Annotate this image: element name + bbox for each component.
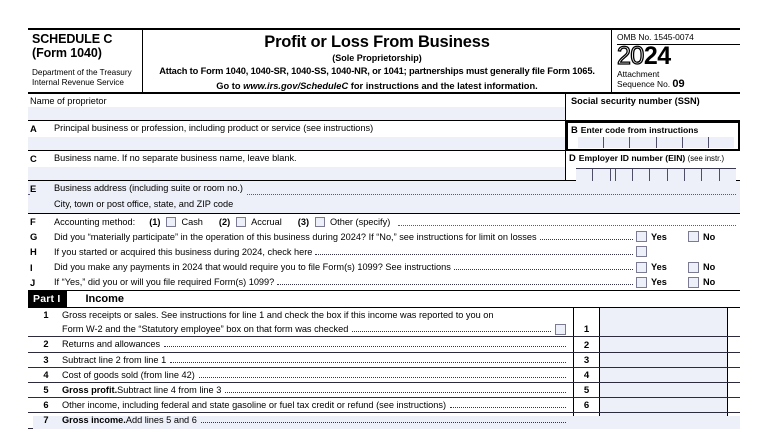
form-main-title: Profit or Loss From Business: [264, 33, 490, 51]
schedule-title: [32, 33, 138, 60]
row-a-b: [28, 121, 740, 151]
line-j-letter: J: [30, 276, 36, 288]
attach-instruction: Attach to Form 1040, 1040-SR, 1040-SS, 1040-NR, or 1041; partnerships must generally file Form 1065.: [159, 66, 595, 76]
income-rows: [28, 308, 740, 429]
attachment-sequence: [617, 79, 740, 89]
line-h-check-option[interactable]: [636, 246, 688, 257]
income-row-number-left: 5: [43, 384, 49, 395]
checkbox-i-yes[interactable]: [636, 262, 647, 273]
income-row-description: [28, 413, 573, 427]
income-line-label: Subtract line 2 from line 1: [62, 354, 167, 365]
proprietor-row: [28, 94, 740, 121]
code-digit-4[interactable]: [656, 137, 682, 148]
income-right-margin: [728, 337, 740, 351]
line-d-label: Employer ID number (EIN): [578, 153, 686, 163]
income-row-text: [62, 413, 573, 427]
income-amount-input[interactable]: [600, 398, 728, 412]
income-leader-dots: [201, 415, 566, 425]
line-j-no-option[interactable]: [688, 277, 740, 288]
attachment-label: Attachment: [617, 69, 660, 79]
income-row-description: [28, 398, 573, 412]
income-amount-input[interactable]: [600, 383, 728, 397]
income-leader-dots: [170, 355, 566, 365]
income-text-line: [62, 383, 570, 397]
department-line1: Department of the Treasury: [32, 68, 132, 77]
income-leader-dots: [164, 339, 566, 349]
income-line-label: Gross receipts or sales. See instructions for line 1 and check the box if this income was reported to you on: [62, 309, 494, 320]
income-row-text: [62, 308, 573, 336]
ein-digit-3[interactable]: [615, 169, 632, 181]
income-right-margin: [728, 308, 740, 336]
income-text-line: [62, 322, 570, 336]
option-2-label: Accrual: [251, 216, 282, 227]
form-header: [28, 28, 740, 94]
row-f-accounting-method: [28, 214, 740, 229]
income-row-text: [62, 353, 573, 367]
line-i-label: Did you make any payments in 2024 that would require you to file Form(s) 1099? See instructions: [54, 262, 451, 273]
proprietor-name-label: Name of proprietor: [30, 96, 107, 106]
row-g-material-participation: [28, 229, 740, 244]
ein-digit-6[interactable]: [667, 169, 684, 181]
option-2-number: (2): [218, 216, 231, 227]
checkbox-i-no[interactable]: [688, 262, 699, 273]
principal-business-input[interactable]: [28, 137, 565, 150]
row-e-address: [28, 181, 740, 214]
line-i-leader: [454, 262, 633, 272]
questions-block: [28, 214, 740, 291]
income-line-label: Returns and allowances: [62, 339, 161, 350]
accounting-other-input[interactable]: [398, 217, 740, 227]
schedule-c-sheet: [28, 28, 740, 429]
line-g-no-option[interactable]: [688, 231, 740, 242]
income-row-text: [62, 368, 573, 382]
line-j-no-label: No: [703, 277, 716, 288]
income-line-label: Add lines 5 and 6: [125, 415, 197, 426]
omb-number: OMB No. 1545-0074: [617, 32, 740, 45]
option-3-number: (3): [297, 216, 310, 227]
business-code-cell: [566, 121, 740, 150]
line-e-label-wrap: [30, 181, 247, 196]
income-line-label: Form W-2 and the “Statutory employee” box on that form was checked: [62, 324, 349, 335]
line-j-yes-label: Yes: [651, 277, 667, 288]
part-1-title: Income: [85, 292, 124, 305]
table-row: [28, 368, 740, 383]
line-a-label-wrap: [28, 121, 565, 134]
code-digit-5[interactable]: [682, 137, 708, 148]
code-digit-2[interactable]: [603, 137, 629, 148]
line-d-letter: D: [569, 152, 576, 163]
income-row-number-cell: 5: [573, 383, 600, 397]
code-digit-3[interactable]: [629, 137, 655, 148]
line-e-label: Business address (including suite or room no.): [54, 183, 243, 193]
part-1-header: [28, 291, 740, 308]
income-bold-prefix: Gross profit.: [62, 384, 118, 395]
ein-digit-2[interactable]: [592, 169, 609, 181]
ein-digit-4[interactable]: [632, 169, 649, 181]
checkbox-j-yes[interactable]: [636, 277, 647, 288]
checkbox-accrual[interactable]: [236, 217, 246, 227]
line-j-answers: [636, 277, 740, 288]
goto-prefix: Go to: [216, 81, 244, 91]
line-j-leader: [277, 277, 633, 287]
schedule-title-line2: (Form 1040): [32, 45, 102, 60]
income-row-number-cell: 1: [573, 308, 600, 336]
income-row-number-cell: 3: [573, 353, 600, 367]
goto-instruction: [143, 79, 611, 93]
income-text-line: [62, 398, 570, 412]
income-row-description: [28, 353, 573, 367]
line-g-label: Did you “materially participate” in the operation of this business during 2024? If “No,” see instructions for limit on losses: [54, 231, 537, 242]
income-leader-dots: [199, 370, 566, 380]
code-digit-1[interactable]: [578, 137, 603, 148]
ein-digit-9[interactable]: [719, 169, 736, 181]
header-right-block: [612, 30, 740, 92]
income-leader-dots: [450, 400, 566, 410]
business-name-cell: [28, 151, 566, 180]
row-c-d: [28, 151, 740, 181]
income-row-number-left: 2: [43, 339, 49, 350]
checkbox-other[interactable]: [315, 217, 325, 227]
line-h-letter: H: [30, 246, 37, 258]
line-g-yes-label: Yes: [651, 231, 667, 242]
income-row-description: [28, 383, 573, 397]
line-j-label: If “Yes,” did you or will you file required Form(s) 1099?: [54, 277, 275, 288]
line-h-answer: [636, 246, 740, 257]
ein-input[interactable]: [576, 168, 736, 181]
line-i-letter: I: [30, 261, 33, 273]
income-row-number-left: 6: [43, 400, 49, 411]
row-i-1099-payments: [28, 260, 740, 275]
income-amount-input[interactable]: [600, 368, 728, 382]
department-line2: Internal Revenue Service: [32, 77, 124, 87]
line-g-leader: [540, 232, 633, 242]
line-c-label-wrap: [28, 151, 565, 164]
option-3-label: Other (specify): [330, 216, 391, 227]
checkbox-j-no[interactable]: [688, 277, 699, 288]
row-j-1099-filed: [28, 275, 740, 290]
tax-year: [617, 44, 740, 69]
income-row-number-left: 3: [43, 354, 49, 365]
business-code-input[interactable]: [578, 137, 734, 148]
schedule-title-line1: SCHEDULE C: [32, 32, 113, 46]
tax-year-century: 20: [617, 42, 644, 70]
income-row-number-left: 4: [43, 369, 49, 380]
table-row: [28, 308, 740, 337]
income-leader-dots: [225, 385, 566, 395]
income-amount-input[interactable]: [600, 353, 728, 367]
checkbox-g-yes[interactable]: [636, 231, 647, 242]
income-text-line: [62, 368, 570, 382]
income-text-line: [62, 308, 570, 322]
ein-digit-8[interactable]: [701, 169, 718, 181]
table-row: [28, 337, 740, 352]
income-row-text: [62, 398, 573, 412]
income-row-number-cell: 6: [573, 398, 600, 412]
income-row-text: [62, 337, 573, 351]
income-row-text: [62, 383, 573, 397]
sequence-number: 09: [672, 78, 685, 90]
tax-year-short: 24: [643, 42, 671, 70]
line-e-city-label-wrap: [30, 197, 237, 212]
checkbox-g-no[interactable]: [688, 231, 699, 242]
line-b-letter: B: [571, 124, 578, 135]
income-text-line: [62, 353, 570, 367]
header-left-block: [28, 30, 143, 92]
option-1-label: Cash: [181, 216, 203, 227]
line-b-label: Enter code from instructions: [580, 125, 699, 135]
income-right-margin: [728, 353, 740, 367]
income-row-number-left: 1: [43, 309, 49, 320]
ssn-cell: [566, 94, 740, 120]
part-1-tag: Part I: [28, 291, 67, 307]
income-amount-input[interactable]: [600, 308, 728, 336]
line-d-note: (see instr.): [687, 154, 725, 163]
line-f-letter: F: [30, 216, 36, 228]
income-bold-prefix: Gross income.: [62, 415, 126, 426]
option-1-number: (1): [149, 216, 161, 227]
ein-digit-1[interactable]: [576, 169, 592, 181]
line-d-label-wrap: [566, 151, 740, 164]
ein-cell: [566, 151, 740, 180]
proprietor-name-input[interactable]: [28, 107, 565, 120]
checkbox-cash[interactable]: [166, 217, 176, 227]
income-row-description: [28, 337, 573, 351]
income-text-line: [62, 337, 570, 351]
sequence-label: Sequence No.: [617, 79, 671, 89]
line-e-letter: E: [30, 183, 37, 194]
checkbox-statutory-employee[interactable]: [555, 324, 566, 335]
checkbox-h[interactable]: [636, 246, 647, 257]
accounting-method-options: [135, 217, 740, 227]
ein-digit-7[interactable]: [684, 169, 701, 181]
income-row-description: [28, 368, 573, 382]
line-g-letter: G: [30, 231, 38, 243]
income-row-number-cell: 2: [573, 337, 600, 351]
income-text-line: [62, 413, 570, 427]
line-a-label: Principal business or profession, including product or service (see instructions): [54, 123, 374, 133]
income-line-label: Subtract line 4 from line 3: [117, 384, 222, 395]
form-sub-title: (Sole Proprietorship): [332, 53, 422, 63]
line-b-label-wrap: [568, 123, 738, 135]
ssn-label: Social security number (SSN): [571, 96, 700, 106]
table-row: [28, 398, 740, 413]
income-row-number-left: 7: [43, 415, 49, 426]
line-g-answers: [636, 231, 740, 242]
header-center-block: [143, 30, 612, 92]
line-i-yes-label: Yes: [651, 262, 667, 273]
income-line-label: Cost of goods sold (from line 42): [62, 369, 195, 380]
line-c-label: Business name. If no separate business name, leave blank.: [54, 153, 297, 163]
principal-business-cell: [28, 121, 566, 150]
table-row: [28, 353, 740, 368]
income-line-label: Other income, including federal and state gasoline or fuel tax credit or refund (see instructions): [62, 400, 447, 411]
business-city-line: [28, 197, 740, 213]
line-c-letter: C: [30, 153, 37, 164]
line-i-no-label: No: [703, 262, 716, 273]
goto-suffix: for instructions and the latest information.: [348, 81, 538, 91]
income-row-number-cell: 4: [573, 368, 600, 382]
income-leader-dots: [352, 324, 551, 334]
line-e-city-label: City, town or post office, state, and ZIP code: [54, 199, 234, 209]
ein-box: [566, 151, 740, 181]
irs-url-link[interactable]: www.irs.gov/ScheduleC: [243, 81, 349, 91]
line-i-answers: [636, 262, 740, 273]
income-right-margin: [728, 368, 740, 382]
line-h-label: If you started or acquired this business during 2024, check here: [54, 246, 313, 257]
line-i-no-option[interactable]: [688, 262, 740, 273]
line-i-yes-option[interactable]: [636, 262, 688, 273]
income-right-margin: [728, 398, 740, 412]
income-row-description: [28, 308, 573, 336]
department-block: [32, 68, 138, 87]
line-f-label: Accounting method:: [54, 216, 136, 227]
code-digit-6[interactable]: [708, 137, 734, 148]
proprietor-name-cell: [28, 94, 566, 120]
line-h-leader: [315, 247, 633, 257]
row-h-started-business: [28, 244, 740, 259]
line-a-letter: A: [30, 123, 37, 134]
line-g-yes-option[interactable]: [636, 231, 688, 242]
income-right-margin: [728, 383, 740, 397]
business-code-box: [566, 121, 740, 151]
table-row: [28, 383, 740, 398]
business-address-line: [28, 181, 740, 197]
business-name-input[interactable]: [28, 167, 565, 180]
income-amount-input[interactable]: [600, 337, 728, 351]
line-g-no-label: No: [703, 231, 716, 242]
line-j-yes-option[interactable]: [636, 277, 688, 288]
ein-digit-5[interactable]: [649, 169, 666, 181]
